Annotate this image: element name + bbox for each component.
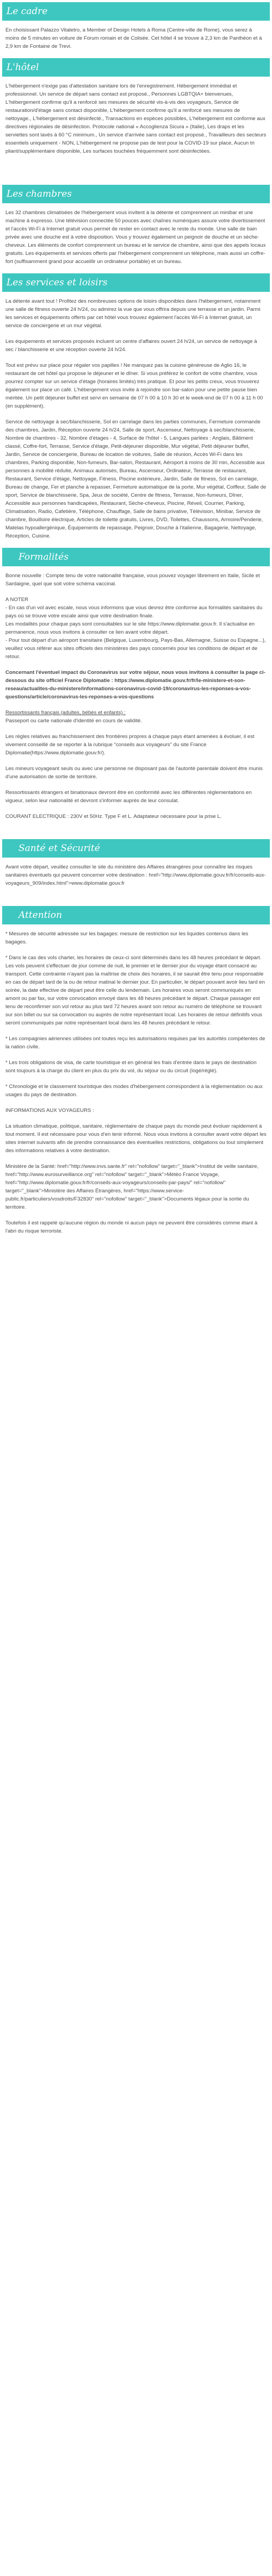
- spacer: [2, 163, 270, 185]
- section-title-formalites: Formalités: [2, 548, 270, 566]
- sante-text: Avant votre départ, veuillez consulter le site du ministère des Affaires étrangères pour connaître les risques sanitaires éventuels qui peuvent concerner votre destination : href="http://www.diplomatie.gouv.fr/fr/conseils-aux-voyageurs_909/index.html">www.diplomatie.gouv.fr: [5, 864, 266, 886]
- section-services: [2, 273, 270, 540]
- attention-paragraph-5: * Chronologie et le classement touristique des modes d'hébergement correspondent à la réglementation ou aux usages du pays de destination.: [5, 1084, 263, 1098]
- services-paragraph-4: Service de nettoyage à sec/blanchisserie, Sol en carrelage dans les parties communes, Fermeture commande des chambres, Jardin, Réception ouverte 24 h/24, Salle de sport, Ascenseur, Nettoyage à sec/blanchisserie, Nombre de chambres - 32, Nombre d'étages - 4, Surface de l'hôtel - 5, Langues parlées : Anglais, Bâtiment classé, Coffre-fort, Terrasse, Service d'étage, Petit-déjeuner disponible, Mur végétal, Petit déjeuner buffet, Jardin, Service de conciergerie, Bureau de location de voitures, Salle de réunion, Accès Wi-Fi dans les chambres, Parking disponible, Non-fumeurs, Bar-salon, Restaurant, Aéroport à moins de 30 min, Accessible aux personnes à mobilité réduite, Animaux autorisés, Bureau, Ascenseur, Ordinateur, Terrasse de restaurant, Restaurant, Service d'étage, Nettoyage, Fitness, Piscine extérieure, Jardin, Salle de fitness, Sol en carrelage, Bureau de change, Fer et planche à repasser, Fermeture automatique de la porte, Mur végétal, Coiffeur, Salle de sport, Service de blanchisserie, Spa, Jeux de société, Centre de fitness, Terrasse, Non-fumeurs, Dîner, Accessible aux personnes handicapées, Restaurant, Sèche-cheveux, Piscine, Réveil, Courrier, Parking, Climatisation, Radio, Cafetière, Téléphone, Chauffage, Salle de bains privative, Télévision, Minibar, Service de chambre, Bouilloire électrique, Articles de toilette gratuits, Livres, DVD, Toilettes, Chaussons, Armoire/Penderie, Matelas hypoallergénique, Équipements de repassage, Peignoir, Douche à l'italienne, Bagagerie, Nettoyage, Réception, Cuisine.: [5, 419, 267, 539]
- formalites-paragraph-5: - Pour tout départ d'un aéroport transitaire (Belgique, Luxembourg, Pays-Bas, Allemagne, Suisse ou Espagne...), veuillez vous référer aux sites officiels des ministères des pays concernés pour les conditions de départ et de retour.: [5, 637, 266, 660]
- attention-paragraph-4: * Les trois obligations de visa, de carte touristique et en général les frais d'entrée dans le pays de destination sont toujours à la charge du client en plus du prix du vol, du séjour ou du circuit (logé/réglé).: [5, 1060, 257, 1074]
- section-title-services: Les services et loisirs: [2, 273, 270, 292]
- page-content: [0, 2, 272, 1235]
- formalites-coronavirus-notice: Concernant l'éventuel impact du Coronavirus sur votre séjour, nous vous invitons à consulter la page ci-dessous du site officiel France Diplomatie : https://www.diplomatie.gouv.fr/fr/le-ministere-et-son-reseau/actualites-du-ministere/informations-coronavirus-covid-19/coronavirus-les-reponses-a-vos-questions/article/coronavirus-les-reponses-a-vos-questions: [5, 670, 265, 700]
- attention-paragraph-1[interactable]: * Mesures de sécurité adressée sur les bagages: mesure de restriction sur les liquides contenus dans les bagages.: [5, 931, 249, 945]
- services-paragraph-2: Les équipements et services proposés incluent un centre d'affaires ouvert 24 h/24, un service de nettoyage à sec / blanchisserie et une réception ouverte 24 h/24.: [5, 339, 257, 353]
- services-paragraph-1: La détente avant tout ! Profitez des nombreuses options de loisirs disponibles dans l'hébergement, notamment une salle de fitness ouverte 24 h/24, ou admirez la vue que vous offrira depuis une terrasse et un jardin. Parmi les services et équipements offerts par cet hôtel vous trouvez également l'accès Wi-Fi à Internet gratuit, un service de conciergerie et un mur végétal.: [5, 298, 261, 329]
- hotel-text: L'hébergement n'exige pas d'attestation sanitaire lors de l'enregistrement. Hébergement immédiat et professionnel. Un service de départ sans contact est proposé., Personnes LGBTQIA+ bienvenues, L'hébergement confirme qu'il a renforcé ses mesures de sécurité vis-à-vis des voyageurs, Service de restauration/d'étage sans contact disponible, L'hébergement confirme qu'il a renforcé ses mesures de nettoyage., L'hébergement est désinfecté., Transactions en espèces possibles, L'hébergement est conforme aux directives régionales de désinfection. Protocole national « Accoglienza Sicura » (Italie), Les draps et les serviettes sont lavés à 60 °C minimum., Un service d'arrivée sans contact est proposé., Travailleurs des secteurs essentiels uniquement - NON, L'hébergement ne propose pas de test pour la COVID-19 sur place, Aucun tri pliant/supplémentaire disponible, Les surfaces touchées fréquemment sont désinfectées.: [5, 83, 267, 154]
- section-title-hotel: L'hôtel: [2, 58, 270, 77]
- section-attention: [2, 906, 270, 1235]
- formalites-french-nationals-heading: Ressortissants français (adultes, bébés et enfants) :: [5, 710, 126, 716]
- formalites-paragraph-10: Les mineurs voyageant seuls ou avec une personne ne disposant pas de l'autorité parentale doivent être munis d'une autorisation de sortie de territoire.: [5, 766, 263, 780]
- section-title-sante: Santé et Sécurité: [2, 839, 270, 858]
- section-cadre: [2, 2, 270, 51]
- spacer: [2, 895, 270, 906]
- spacer: [2, 828, 270, 839]
- section-hotel: [2, 58, 270, 155]
- section-title-chambres: Les chambres: [2, 185, 270, 203]
- attention-links[interactable]: Ministère de la Santé: href="http://www.invs.sante.fr" rel="nofollow" target="_blank">Institut de veille sanitaire, href="http://www.eurosurveillance.org" rel="nofollow" target="_blank">Météo France Voyage, href="http://www.diplomatie.gouv.fr/fr/conseils-aux-voyageurs/conseils-par-pays/" rel="nofollow" target="_blank">Ministère des Affaires Étrangères, href="https://www.service-public.fr/particuliers/vosdroits/F32830" rel="nofollow" target="_blank">Documents légaux pour la sortie du territoire.: [5, 1164, 259, 1210]
- formalites-paragraph-9: Les règles relatives au franchissement des frontières propres à chaque pays étant amenées à évoluer, il est vivement conseillé de se reporter à la rubrique "conseils aux voyageurs" du site France Diplomatie(https://www.diplomatie.gouv.fr/).: [5, 734, 255, 756]
- formalites-paragraph-12: COURANT ELECTRIQUE : 230V et 50Hz. Type F et L. Adaptateur nécessaire pour la prise L.: [5, 814, 222, 820]
- formalites-paragraph-4: Les modalités pour chaque pays sont consultables sur le site https://www.diplomatie.gouv.fr. Il s'actualise en permanence, nous vous invitons à consulter ce lien avant votre départ.: [5, 621, 255, 635]
- section-chambres: [2, 185, 270, 266]
- section-title-cadre: Le cadre: [2, 2, 270, 21]
- attention-paragraph-9: Toutefois il est rappelé qu'aucune région du monde ni aucun pays ne peuvent être considérés comme étant à l'abri du risque terroriste.: [5, 1220, 258, 1234]
- attention-paragraph-2: * Dans le cas des vols charter, les horaires de ceux-ci sont déterminés dans les 48 heures précédant le départ. Les vols peuvent s'effectuer de jour comme de nuit, le premier et le dernier jour du voyage étant consacré au transport. Cette contrainte n'ayant pas la maîtrise de choix des horaires, il se saurait être tenu pour responsable en cas de départ tard de la ou de retour matinal le dernier jour. En particulier, le départ pouvant avoir lieu tard en soirée, la date effective de départ peut être celle du lendemain. Les horaires vous seront communiqués en amont ou par fax, sur votre convocation envoyé dans les 48 heures précédant le départ. Chaque passager est tenu de reconfirmer son vol retour au plus tard 72 heures avant son retour au numéro de téléphone se trouvant sur son billet ou sur sa convocation ou auprès de notre représentant local. Les horaires de retour définitifs vous seront communiqués par notre représentant local dans les 48 heures précédant le retour.: [5, 955, 265, 1026]
- section-formalites: [2, 548, 270, 821]
- section-sante: [2, 839, 270, 887]
- attention-info-heading: INFORMATIONS AUX VOYAGEURS :: [5, 1108, 94, 1114]
- formalites-paragraph-8: Passeport ou carte nationale d'identité en cours de validité.: [5, 718, 142, 724]
- attention-paragraph-3: * Les compagnies aériennes utilisées ont toutes reçu les autorisations requises par les autorités compétentes de la nation civile.: [5, 1036, 265, 1050]
- formalites-paragraph-11: Ressortissants étrangers et binationaux devront être en conformité avec les différentes réglementations en vigueur, selon leur nationalité et devront s'informer auprès de leur consulat.: [5, 790, 252, 804]
- services-paragraph-3: Tout est prévu sur place pour régaler vos papilles ! Ne manquez pas la cuisine généreuse de Aglio 16, le restaurant de cet hôtel qui propose le déjeuner et le dîner. Si vous préférez le confort de votre chambre, vous pourrez compter sur un service d'étage (horaires limités) très pratique. Et pour les petits creux, vous trouverez également sur place un café. L'hébergement vous invite à rejoindre son bar-salon pour une petite pause bien méritée. Un petit déjeuner buffet est servi en semaine de 07 h 00 à 10 h 30 et le week-end de 07 h 00 à 11 h 00 (en supplément).: [5, 362, 263, 409]
- formalites-paragraph-3: - En cas d'un vol avec escale, nous vous informons que vous devrez être conforme aux formalités sanitaires du pays où se trouve votre escale ainsi que votre destination finale.: [5, 605, 263, 619]
- section-title-attention: Attention: [2, 906, 270, 924]
- chambres-text: Les 32 chambres climatisées de l'hébergement vous invitent à la détente et comprennent un minibar et une machine à expresso. Une télévision connectée 50 pouces avec chaînes numériques assure votre divertissement et l'accès Wi-Fi à Internet gratuit vous permet de rester en contact avec le reste du monde. Une salle de bain privée avec une douche est à votre disposition. Vous y trouvez également un peignoir de douche et un sèche-cheveux. Les éléments de confort comprennent un bureau et le service de chambre, ainsi que des appels locaux gratuits. Les équipements et services offerts par l'hébergement comprennent un téléphone, mais aussi un coffre-fort (suffisamment grand pour accueillir un ordinateur portable) et un bureau.: [5, 210, 266, 265]
- cadre-text: En choisissant Palazzo Vitaletro, a Member of Design Hotels à Roma (Centre-ville de Rome), vous serez à moins de 5 minutes en voiture de Forum romain et de Colisée. Cet hôtel 4 se trouve à 2,3 km de Panthéon et à 2,9 km de Fontaine de Trevi.: [5, 27, 262, 49]
- formalites-note-label: A NOTER: [5, 597, 29, 603]
- attention-paragraph-7: La situation climatique, politique, sanitaire, réglementaire de chaque pays du monde peut évoluer rapidement à tout moment. Il est nécessaire pour vous d'en tenir informé. Nous vous invitons à consulter avant votre départ les sites internet suivants afin de prendre connaissance des éventuelles restrictions, obligations ou tout simplement des informations relatives à votre destination.: [5, 1123, 267, 1154]
- formalites-paragraph-1: Bonne nouvelle : Compte tenu de votre nationalité française, vous pouvez voyager librement en Italie, Sicile et Sardaigne, quel que soit votre schéma vaccinal.: [5, 573, 260, 587]
